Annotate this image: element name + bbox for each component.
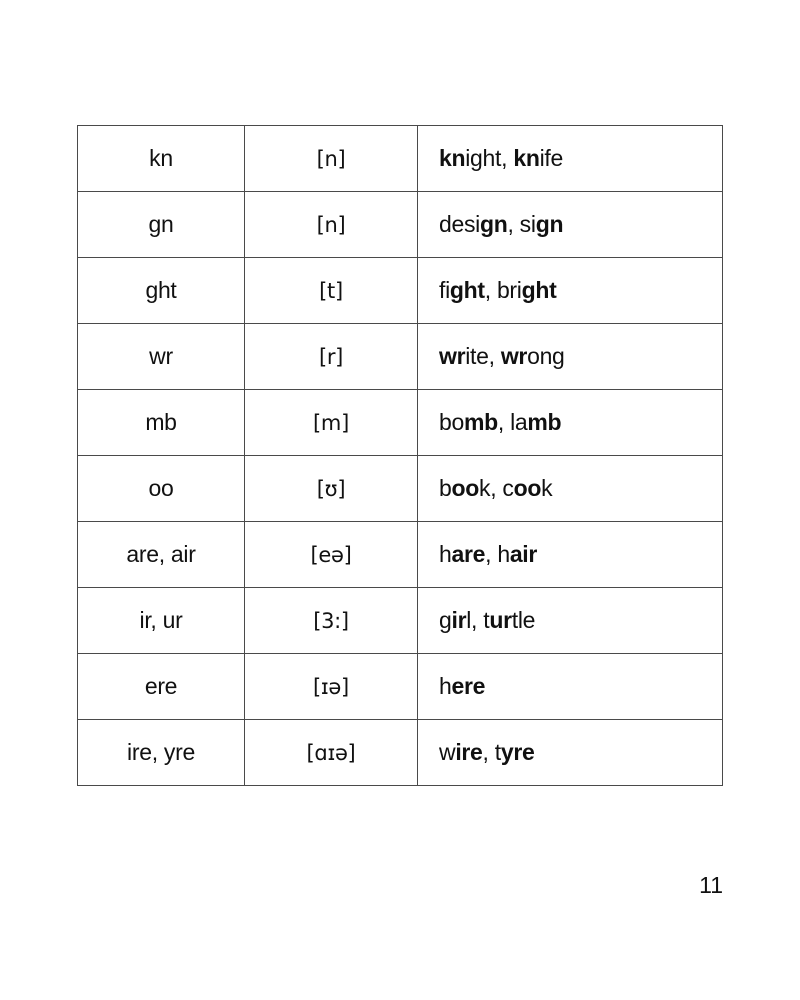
- example-text: g: [439, 607, 452, 633]
- letters-cell: mb: [78, 390, 245, 456]
- example-text: bo: [439, 409, 464, 435]
- example-text: h: [439, 673, 452, 699]
- phonics-table: [77, 125, 723, 786]
- highlighted-letters: mb: [527, 409, 562, 435]
- highlighted-letters: oo: [451, 475, 479, 501]
- sound-cell: [m]: [313, 411, 349, 435]
- examples-cell: [418, 258, 723, 324]
- highlighted-letters: kn: [439, 145, 466, 171]
- example-text: ite,: [465, 343, 501, 369]
- sound-cell: [t]: [319, 279, 343, 303]
- example-text: fi: [439, 277, 450, 303]
- page-number: 11: [699, 872, 723, 898]
- examples-cell: [418, 126, 723, 192]
- examples-cell: [418, 324, 723, 390]
- example-text: desi: [439, 211, 480, 237]
- table-row: [78, 192, 723, 258]
- highlighted-letters: oo: [513, 475, 542, 501]
- sound-cell: [ɪə]: [313, 675, 349, 699]
- highlighted-letters: yre: [500, 739, 535, 765]
- highlighted-letters: ere: [451, 673, 486, 699]
- example-text: h: [439, 541, 452, 567]
- sound-cell: [ʊ]: [316, 477, 346, 501]
- sound-cell: [ɑɪə]: [306, 741, 356, 765]
- letters-cell: wr: [78, 324, 245, 390]
- highlighted-letters: gn: [480, 211, 508, 237]
- sound-cell: [eə]: [310, 543, 352, 567]
- table-row: [78, 654, 723, 720]
- table-row: [78, 126, 723, 192]
- highlighted-letters: kn: [513, 145, 540, 171]
- example-text: , si: [507, 211, 536, 237]
- letters-cell: ere: [78, 654, 245, 720]
- letters-cell: kn: [78, 126, 245, 192]
- sound-cell: [n]: [316, 147, 346, 171]
- highlighted-letters: mb: [463, 409, 498, 435]
- example-text: w: [439, 739, 456, 765]
- example-text: ight,: [465, 145, 514, 171]
- example-text: , h: [485, 541, 510, 567]
- sound-cell: [n]: [316, 213, 346, 237]
- examples-cell: [418, 192, 723, 258]
- example-text: ong: [527, 343, 565, 369]
- examples-cell: [418, 654, 723, 720]
- table-row: [78, 522, 723, 588]
- highlighted-letters: ur: [489, 607, 512, 633]
- highlighted-letters: gn: [535, 211, 564, 237]
- example-text: b: [439, 475, 452, 501]
- highlighted-letters: wr: [439, 343, 466, 369]
- example-text: ife: [539, 145, 563, 171]
- example-text: , t: [482, 739, 501, 765]
- table-row: [78, 588, 723, 654]
- sound-cell: [r]: [318, 345, 344, 369]
- letters-cell: gn: [78, 192, 245, 258]
- highlighted-letters: are: [451, 541, 486, 567]
- highlighted-letters: wr: [500, 343, 528, 369]
- example-text: , la: [497, 409, 528, 435]
- highlighted-letters: ir: [451, 607, 467, 633]
- letters-cell: ght: [78, 258, 245, 324]
- table-row: [78, 324, 723, 390]
- highlighted-letters: ire: [455, 739, 483, 765]
- example-text: k, c: [479, 475, 514, 501]
- example-text: l, t: [466, 607, 490, 633]
- letters-cell: are, air: [78, 522, 245, 588]
- examples-cell: [418, 390, 723, 456]
- table-row: [78, 390, 723, 456]
- letters-cell: ire, yre: [78, 720, 245, 786]
- sound-cell: [3:]: [313, 609, 349, 633]
- examples-cell: [418, 720, 723, 786]
- examples-cell: [418, 456, 723, 522]
- highlighted-letters: ght: [521, 277, 557, 303]
- examples-cell: [418, 588, 723, 654]
- example-text: k: [541, 475, 553, 501]
- examples-cell: [418, 522, 723, 588]
- example-text: , bri: [484, 277, 522, 303]
- table-row: [78, 720, 723, 786]
- highlighted-letters: ght: [449, 277, 485, 303]
- table-row: [78, 258, 723, 324]
- highlighted-letters: air: [509, 541, 538, 567]
- letters-cell: ir, ur: [78, 588, 245, 654]
- table-row: [78, 456, 723, 522]
- example-text: tle: [511, 607, 536, 633]
- letters-cell: oo: [78, 456, 245, 522]
